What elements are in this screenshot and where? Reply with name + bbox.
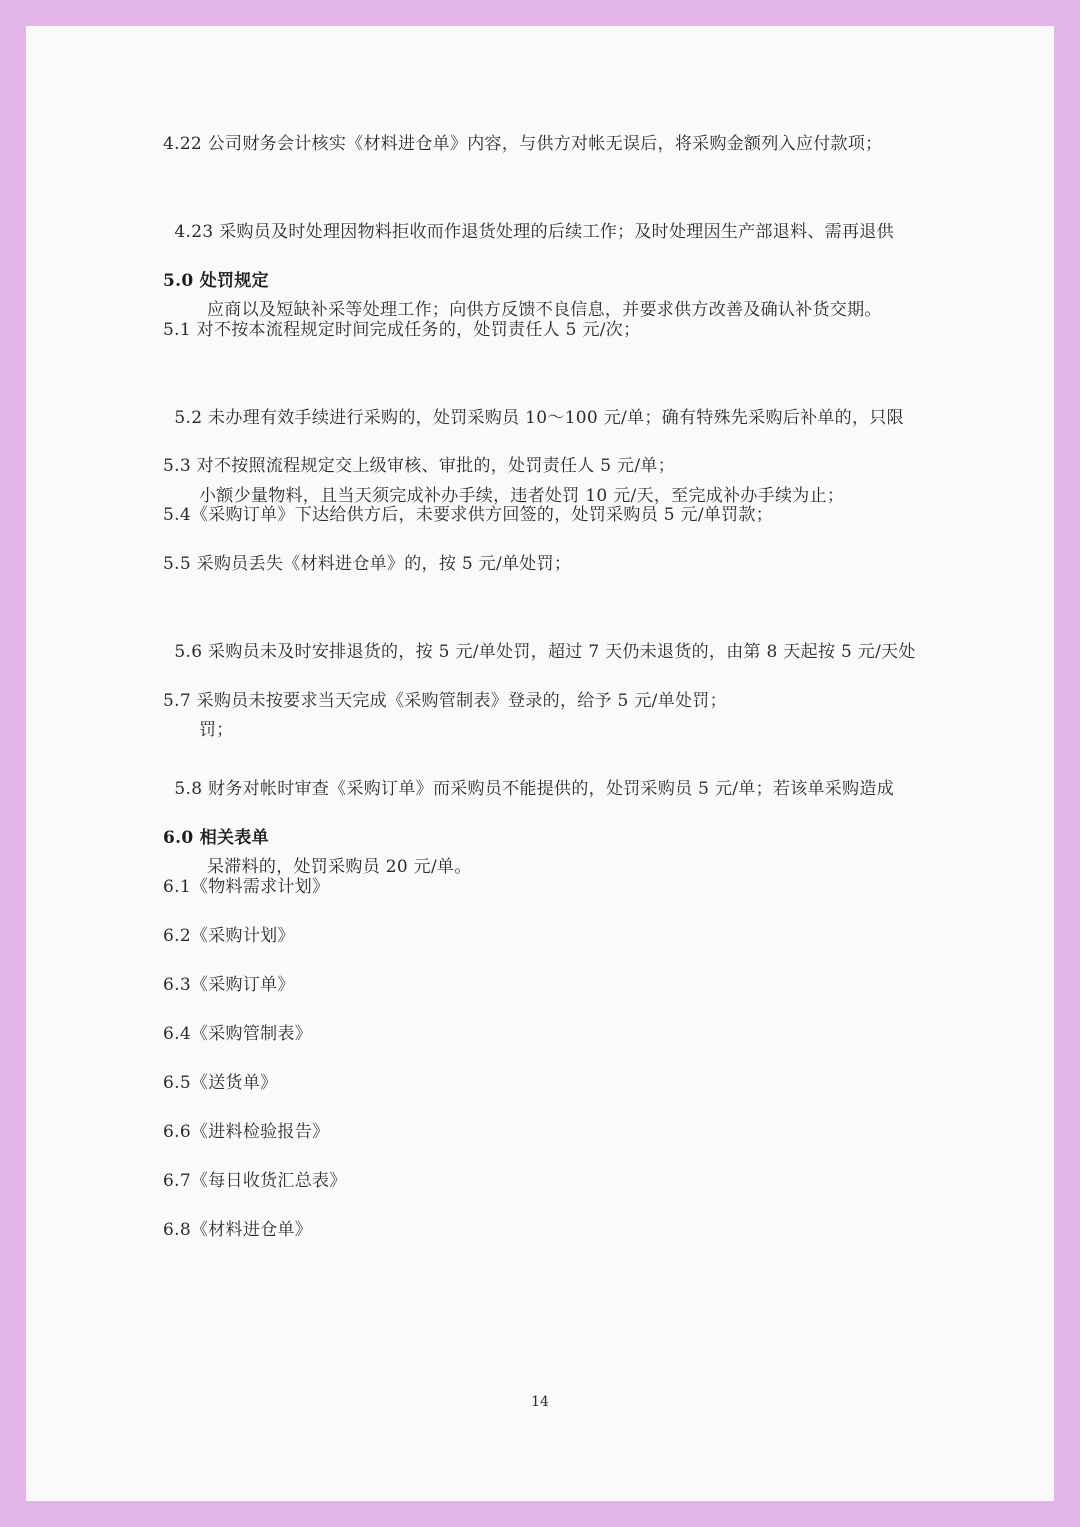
form-6-8: 6.8《材料进仓单》 bbox=[163, 1220, 313, 1240]
clause-5-8-line-1: 5.8 财务对帐时审查《采购订单》而采购员不能提供的，处罚采购员 5 元/单；若该单采购造成 bbox=[174, 779, 895, 799]
form-6-2: 6.2《采购计划》 bbox=[163, 926, 295, 946]
form-6-4: 6.4《采购管制表》 bbox=[163, 1024, 313, 1044]
form-6-6: 6.6《进料检验报告》 bbox=[163, 1122, 330, 1142]
form-6-3: 6.3《采购订单》 bbox=[163, 975, 295, 995]
clause-5-2-line-2: 小额少量物料，且当天须完成补办手续，违者处罚 10 元/天，至完成补办手续为止； bbox=[199, 486, 845, 506]
clause-5-4: 5.4《采购订单》下达给供方后，未要求供方回签的，处罚采购员 5 元/单罚款； bbox=[163, 505, 774, 525]
clause-5-7: 5.7 采购员未按要求当天完成《采购管制表》登录的，给予 5 元/单处罚； bbox=[163, 691, 727, 711]
clause-5-5: 5.5 采购员丢失《材料进仓单》的，按 5 元/单处罚； bbox=[163, 554, 572, 574]
clause-5-6-line-2: 罚； bbox=[199, 720, 234, 740]
page-number: 14 bbox=[531, 1394, 549, 1410]
clause-5-2-line-1: 5.2 未办理有效手续进行采购的，处罚采购员 10～100 元/单；确有特殊先采购后补单的，只限 bbox=[174, 408, 904, 428]
section-5-heading: 5.0 处罚规定 bbox=[163, 271, 269, 291]
form-6-5: 6.5《送货单》 bbox=[163, 1073, 278, 1093]
clause-5-8-line-2: 呆滞料的，处罚采购员 20 元/单。 bbox=[207, 857, 472, 877]
clause-4-22: 4.22 公司财务会计核实《材料进仓单》内容，与供方对帐无误后，将采购金额列入应付款项； bbox=[163, 134, 883, 154]
section-6-heading: 6.0 相关表单 bbox=[163, 828, 269, 848]
clause-5-6-line-1: 5.6 采购员未及时安排退货的，按 5 元/单处罚，超过 7 天仍未退货的，由第 8 天起按 5 元/天处 bbox=[174, 642, 916, 662]
clause-4-23-line-1: 4.23 采购员及时处理因物料拒收而作退货处理的后续工作；及时处理因生产部退料、需再退供 bbox=[174, 222, 894, 242]
clause-5-1: 5.1 对不按本流程规定时间完成任务的，处罚责任人 5 元/次； bbox=[163, 320, 641, 340]
clause-5-3: 5.3 对不按照流程规定交上级审核、审批的，处罚责任人 5 元/单； bbox=[163, 456, 675, 476]
form-6-1: 6.1《物料需求计划》 bbox=[163, 877, 330, 897]
form-6-7: 6.7《每日收货汇总表》 bbox=[163, 1171, 347, 1191]
clause-4-23-line-2: 应商以及短缺补采等处理工作；向供方反馈不良信息，并要求供方改善及确认补货交期。 bbox=[207, 300, 882, 320]
